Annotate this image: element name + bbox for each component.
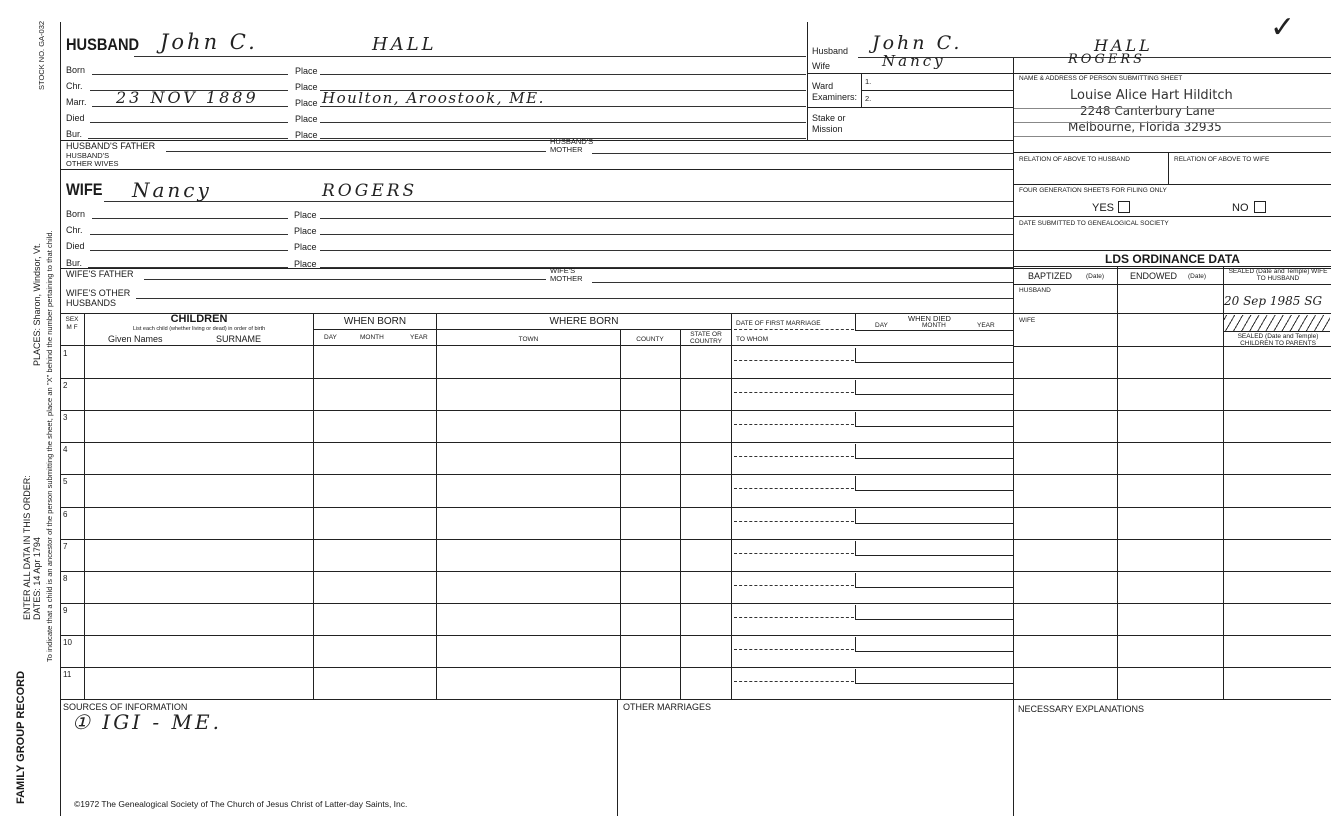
- husband-died-place-line[interactable]: [320, 122, 806, 123]
- husband-died-line[interactable]: [90, 122, 288, 123]
- wife-father-line[interactable]: [144, 279, 546, 280]
- county-label: COUNTY: [636, 336, 664, 343]
- examiner-2-label: 2.: [865, 94, 872, 103]
- form-title: FAMILY GROUP RECORD: [15, 670, 27, 804]
- marriage-date-dash: [734, 424, 854, 425]
- husband-other-wives-label: HUSBAND'S OTHER WIVES: [66, 151, 119, 168]
- wife-chr-place-label: Place: [294, 226, 317, 236]
- four-gen-label: FOUR GENERATION SHEETS FOR FILING ONLY: [1019, 187, 1167, 194]
- husband-marr-place-label: Place: [295, 98, 318, 108]
- four-gen-bottom-rule: [1014, 216, 1331, 217]
- lds-divider: [1013, 58, 1014, 816]
- husband-name-line: [134, 56, 806, 57]
- sex-label: SEX M F: [65, 316, 79, 331]
- wife-bur-place-label: Place: [294, 259, 317, 269]
- baptized-label: BAPTIZED: [1028, 271, 1073, 281]
- where-born-rule: [437, 329, 731, 330]
- submitter-street[interactable]: 2248 Canterbury Lane: [1080, 104, 1215, 118]
- submitter-name[interactable]: Louise Alice Hart Hilditch: [1070, 88, 1233, 103]
- relation-husband-label: RELATION OF ABOVE TO HUSBAND: [1019, 156, 1130, 163]
- wife-chr-place-line[interactable]: [320, 234, 1013, 235]
- death-date-box[interactable]: [855, 541, 1013, 556]
- date-submitted-label: DATE SUBMITTED TO GENEALOGICAL SOCIETY: [1019, 220, 1169, 227]
- sealed-hatch: [1224, 315, 1330, 332]
- sources-value[interactable]: ① IGI - ME.: [72, 710, 222, 734]
- marriage-date-dash: [734, 617, 854, 618]
- yes-checkbox[interactable]: [1118, 201, 1130, 213]
- first-marriage-dash: [734, 329, 854, 330]
- husband-bur-label: Bur.: [66, 129, 83, 139]
- endowed-label: ENDOWED: [1130, 271, 1177, 281]
- death-date-box[interactable]: [855, 348, 1013, 363]
- child-number: 3: [63, 413, 68, 423]
- submitter-rule-3: [1014, 136, 1331, 137]
- given-names-label: Given Names: [108, 334, 163, 344]
- child-number: 4: [63, 445, 68, 455]
- husband-marr-place[interactable]: Houlton, Aroostook, ME.: [322, 89, 545, 107]
- child-number: 2: [63, 381, 68, 391]
- wife-chr-line[interactable]: [90, 234, 288, 235]
- wife-father-label: WIFE'S FATHER: [66, 269, 134, 279]
- child-number: 8: [63, 573, 68, 583]
- footer-divider-1: [617, 699, 618, 816]
- husband-marr-date[interactable]: 23 NOV 1889: [116, 88, 259, 107]
- marriage-date-dash: [734, 585, 854, 586]
- husband-bur-line[interactable]: [88, 138, 288, 139]
- wife-died-place-label: Place: [294, 242, 317, 252]
- copyright: ©1972 The Genealogical Society of The Church of Jesus Christ of Latter-day Saints, Inc.: [74, 799, 408, 809]
- wife-died-label: Died: [66, 241, 85, 251]
- born-day-label: DAY: [324, 334, 337, 341]
- husband-chr-place-label: Place: [295, 82, 318, 92]
- death-date-box[interactable]: [855, 476, 1013, 491]
- wife-born-place-label: Place: [294, 210, 317, 220]
- wife-born-label: Born: [66, 209, 86, 219]
- death-date-box[interactable]: [855, 412, 1013, 427]
- husband-born-place-line[interactable]: [320, 74, 806, 75]
- ward-label: Ward: [812, 81, 834, 91]
- examiner-1-line[interactable]: [862, 90, 1013, 91]
- husband-father-line[interactable]: [166, 151, 546, 152]
- lds-husband-row-label: HUSBAND: [1019, 287, 1051, 294]
- death-date-box[interactable]: [855, 605, 1013, 620]
- ancestor-note: To indicate that a child is an ancestor of the person submitting the sheet, place an "X" behind the number pertaining to that child.: [45, 230, 54, 662]
- marriage-date-dash: [734, 488, 854, 489]
- husband-given-name[interactable]: John C.: [160, 30, 258, 54]
- rh-wife-bottom-rule: [808, 73, 1331, 74]
- husband-father-label: HUSBAND'S FATHER: [66, 141, 156, 151]
- born-month-label: MONTH: [360, 334, 384, 341]
- death-date-box[interactable]: [855, 509, 1013, 524]
- places-note: PLACES: Sharon, Windsor, Vt.: [32, 242, 42, 366]
- child-number: 5: [63, 477, 68, 487]
- husband-mother-label: HUSBAND'S MOTHER: [550, 137, 594, 154]
- examiner-1-label: 1.: [865, 77, 872, 86]
- wife-mother-line[interactable]: [592, 282, 1013, 283]
- wife-given-name[interactable]: Nancy: [132, 178, 212, 202]
- stake-label: Stake or Mission: [812, 113, 846, 134]
- husband-died-place-label: Place: [295, 114, 318, 124]
- husband-died-label: Died: [66, 113, 85, 123]
- husband-marr-label: Marr.: [66, 97, 87, 107]
- examiner-bottom-rule: [808, 107, 1013, 108]
- husband-father-top-rule: [61, 140, 1013, 141]
- husband-mother-line[interactable]: [592, 153, 1013, 154]
- husband-label: HUSBAND: [66, 35, 140, 54]
- wife-other-husbands-label: WIFE'S OTHER HUSBANDS: [66, 288, 131, 308]
- born-year-label: YEAR: [410, 334, 428, 341]
- child-number: 7: [63, 541, 68, 551]
- right-header-divider: [807, 22, 808, 140]
- sources-label: SOURCES OF INFORMATION: [63, 702, 188, 712]
- baptized-sub: (Date): [1086, 273, 1105, 280]
- when-died-label: WHEN DIED: [908, 314, 951, 323]
- wife-bur-label: Bur.: [66, 258, 83, 268]
- wife-died-place-line[interactable]: [320, 250, 1013, 251]
- husband-bur-place-label: Place: [295, 130, 318, 140]
- stock-number: STOCK NO. GA-032: [37, 20, 46, 90]
- marriage-date-dash: [734, 521, 854, 522]
- marriage-date-dash: [734, 681, 854, 682]
- rh-wife-surname[interactable]: ROGERS: [1068, 52, 1146, 67]
- husband-section-bottom-rule: [61, 169, 1013, 170]
- wife-chr-label: Chr.: [66, 225, 83, 235]
- husband-born-place-label: Place: [295, 66, 318, 76]
- wife-born-place-line[interactable]: [320, 218, 1013, 219]
- marriage-date-dash: [734, 456, 854, 457]
- wife-surname[interactable]: ROGERS: [322, 181, 418, 201]
- death-date-box[interactable]: [855, 444, 1013, 459]
- dates-note: DATES: 14 Apr 1794: [32, 537, 42, 620]
- relation-divider: [1168, 152, 1169, 184]
- lds-title: LDS ORDINANCE DATA: [1105, 252, 1240, 266]
- submitter-rule-1: [1014, 108, 1331, 109]
- child-number: 10: [63, 637, 72, 647]
- to-whom-label: TO WHOM: [736, 336, 769, 343]
- rh-wife-label: Wife: [812, 61, 830, 71]
- wife-mother-label: WIFE'S MOTHER: [550, 266, 583, 283]
- husband-born-line[interactable]: [92, 74, 288, 75]
- no-checkbox[interactable]: [1254, 201, 1266, 213]
- wife-label: WIFE: [66, 180, 103, 199]
- marriage-date-dash: [734, 553, 854, 554]
- wife-died-line[interactable]: [90, 250, 288, 251]
- rh-wife-value[interactable]: Nancy: [882, 52, 946, 70]
- child-number: 9: [63, 605, 68, 615]
- death-date-box[interactable]: [855, 637, 1013, 652]
- first-marriage-label: DATE OF FIRST MARRIAGE: [736, 320, 821, 327]
- rh-husband-value[interactable]: John C.: [872, 32, 963, 54]
- lds-wife-row-label: WIFE: [1019, 317, 1036, 324]
- marriage-date-dash: [734, 392, 854, 393]
- death-date-box[interactable]: [855, 669, 1013, 684]
- sealed-wife-label: SEALED (Date and Temple) WIFE TO HUSBAND: [1228, 268, 1328, 282]
- children-title: CHILDREN: [170, 313, 228, 325]
- child-number: 1: [63, 349, 68, 358]
- lds-header-rule: [1014, 284, 1331, 285]
- yes-label: YES: [1092, 202, 1115, 214]
- lds-children-header-rule: [1014, 346, 1331, 347]
- husband-surname[interactable]: HALL: [372, 34, 437, 55]
- surname-label: SURNAME: [216, 334, 262, 344]
- submitter-label: NAME & ADDRESS OF PERSON SUBMITTING SHEET: [1019, 75, 1183, 82]
- wife-other-husbands-line[interactable]: [136, 298, 1013, 299]
- wife-born-line[interactable]: [92, 218, 288, 219]
- date-submitted-bottom-rule: [1014, 250, 1331, 251]
- rh-husband-surname[interactable]: HALL: [1094, 36, 1153, 55]
- state-label: STATE OR COUNTRY: [689, 331, 723, 345]
- footer-top-rule: [61, 699, 1331, 700]
- when-born-rule: [314, 329, 436, 330]
- died-day-label: DAY: [875, 322, 888, 329]
- died-year-label: YEAR: [977, 322, 995, 329]
- col-marriage-divider-top: [855, 313, 856, 331]
- sealed-children-label: SEALED (Date and Temple) CHILDREN TO PARENTS: [1237, 333, 1319, 347]
- wife-father-top-rule: [61, 268, 1331, 269]
- relation-wife-label: RELATION OF ABOVE TO WIFE: [1174, 156, 1270, 163]
- endowed-sub: (Date): [1188, 273, 1207, 280]
- death-date-box[interactable]: [855, 573, 1013, 588]
- husband-chr-label: Chr.: [66, 81, 83, 91]
- wife-name-line: [104, 201, 1013, 202]
- when-born-label: WHEN BORN: [343, 316, 407, 327]
- explanations-label: NECESSARY EXPLANATIONS: [1018, 704, 1145, 714]
- lds-title-rule: [1014, 266, 1331, 267]
- sealed-wife-value[interactable]: 20 Sep 1985 SG: [1224, 294, 1323, 308]
- marriage-date-dash: [734, 360, 854, 361]
- when-died-rule: [855, 330, 1013, 331]
- children-instruction: List each child (whether living or dead) in order of birth: [132, 326, 266, 332]
- other-marriages-label: OTHER MARRIAGES: [623, 702, 712, 712]
- husband-born-label: Born: [66, 65, 86, 75]
- child-number: 6: [63, 509, 68, 519]
- relation-bottom-rule: [1014, 184, 1331, 185]
- submitter-bottom-rule: [1014, 152, 1331, 153]
- died-month-label: MONTH: [922, 322, 946, 329]
- child-number: 11: [63, 670, 72, 679]
- where-born-label: WHERE BORN: [549, 316, 619, 327]
- no-label: NO: [1232, 202, 1249, 214]
- submitter-city[interactable]: Melbourne, Florida 32935: [1068, 120, 1222, 134]
- enter-order-note: ENTER ALL DATA IN THIS ORDER:: [22, 475, 32, 620]
- examiners-label: Examiners:: [812, 92, 858, 102]
- death-date-box[interactable]: [855, 380, 1013, 395]
- town-label: TOWN: [518, 336, 539, 343]
- rh-husband-label: Husband: [812, 46, 849, 56]
- submitter-rule-2: [1014, 122, 1331, 123]
- checkmark-icon: ✓: [1270, 10, 1296, 45]
- marriage-date-dash: [734, 649, 854, 650]
